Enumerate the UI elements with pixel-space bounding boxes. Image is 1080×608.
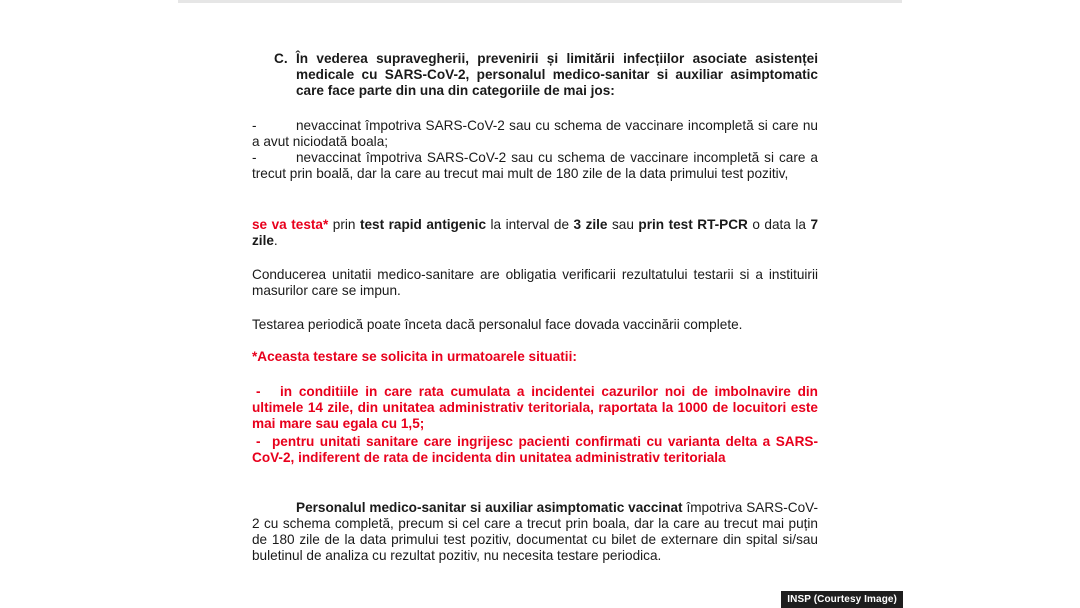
bold-run: 3 zile bbox=[573, 217, 608, 232]
stop-testing-paragraph: Testarea periodică poate înceta dacă personalul face dovada vaccinării complete. bbox=[252, 317, 743, 332]
bold-run: prin test RT-PCR bbox=[638, 217, 748, 232]
bullet-text: nevaccinat împotriva SARS-CoV-2 sau cu schema de vaccinare incompletă si care nu a avut niciodată boala; bbox=[252, 118, 818, 149]
vaccinated-rest: împotriva SARS-CoV-2 cu schema completă, precum si cel care a trecut prin boala, dar la care au trecut mai puțin de 180 zile de la data primului test pozitiv, documentat cu bilet de externare din spital si/sau buletinul de analiza cu rezultat pozitiv, nu necesita testare periodica. bbox=[252, 500, 818, 563]
bullet-text: nevaccinat împotriva SARS-CoV-2 sau cu schema de vaccinare incompletă si care a trecut prin boală, dar la care au trecut mai mult de 180 zile de la data primului test pozitiv, bbox=[252, 150, 818, 181]
bold-run: test rapid antigenic bbox=[359, 217, 487, 232]
bullet-dash: - bbox=[252, 150, 257, 165]
bullet-dash: - bbox=[256, 434, 261, 449]
text-run: la interval de bbox=[486, 217, 574, 232]
section-c-heading-text: În vederea supravegherii, prevenirii și limitării infecțiilor asociate asistenței medicale cu SARS-CoV-2, personalul medico-sanitar si auxiliar asimptomatic care face parte din una din categoriile de mai jos: bbox=[296, 51, 818, 98]
testing-rule-red-lead: se va testa* bbox=[252, 217, 329, 232]
bullet-dash: - bbox=[252, 118, 257, 133]
vaccinated-bold-lead: Personalul medico-sanitar si auxiliar asimptomatic vaccinat bbox=[296, 500, 683, 515]
management-paragraph: Conducerea unitatii medico-sanitare are obligatia verificarii rezultatului testarii si a instituirii masurilor care se impun. bbox=[252, 267, 818, 298]
vaccinated-paragraph bbox=[252, 500, 818, 564]
situation-text: in conditiile in care rata cumulata a incidentei cazurilor noi de imbolnavire din ultimele 14 zile, din unitatea administrativ teritoriala, raportata la 1000 de locuitori este mai mare sau egala cu 1,5; bbox=[252, 384, 818, 431]
situation-text: pentru unitati sanitare care ingrijesc pacienti confirmati cu varianta delta a SARS-CoV-2, indiferent de rata de incidenta din unitatea administrativ teritoriala bbox=[252, 434, 818, 465]
testing-rule-paragraph bbox=[252, 217, 818, 249]
situation-item-1 bbox=[252, 384, 818, 432]
document-page bbox=[252, 0, 818, 608]
situations-title: *Aceasta testare se solicita in urmatoarele situatii: bbox=[252, 349, 577, 364]
bullet-item-2 bbox=[252, 150, 818, 182]
section-c-marker: C. bbox=[274, 51, 288, 66]
text-run: sau bbox=[607, 217, 639, 232]
bullet-item-1 bbox=[252, 118, 818, 150]
situation-item-2 bbox=[252, 434, 818, 466]
text-run: . bbox=[273, 233, 278, 248]
text-run: prin bbox=[328, 217, 360, 232]
bullet-dash: - bbox=[256, 384, 261, 399]
image-credit: INSP (Courtesy Image) bbox=[781, 591, 903, 608]
bold-run: 7 zile bbox=[252, 217, 818, 248]
text-run: o data la bbox=[747, 217, 811, 232]
